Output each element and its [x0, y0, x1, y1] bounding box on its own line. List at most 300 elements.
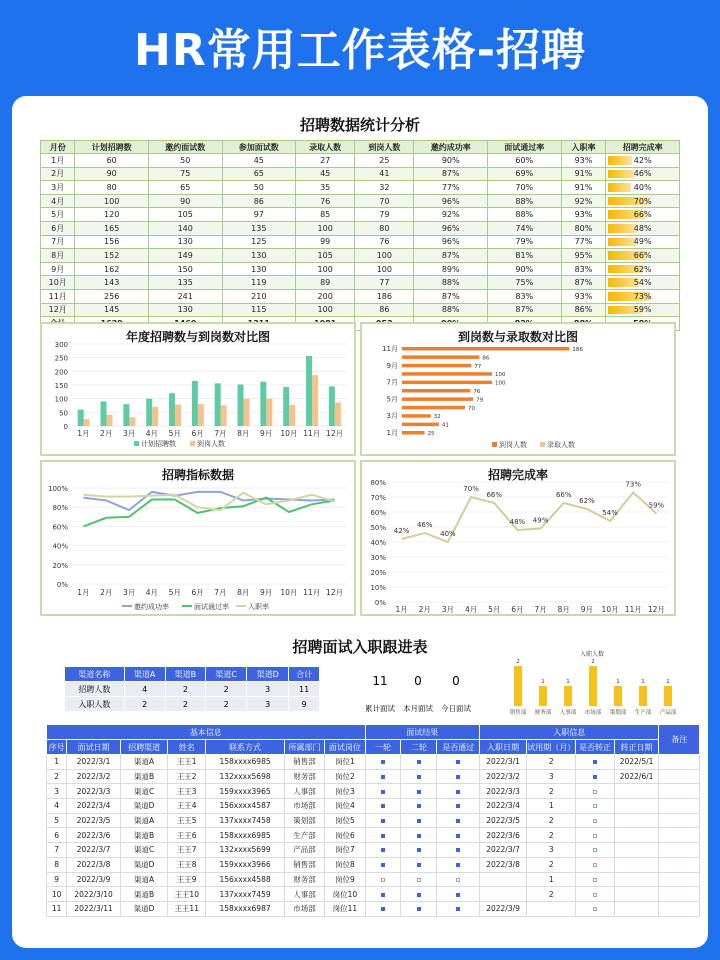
completion-cell — [606, 289, 680, 303]
track-header-11: 试用期（月） — [527, 740, 576, 755]
stats-cell: 9月 — [41, 262, 75, 276]
y-tick-label: 0% — [56, 581, 68, 589]
bar-plan — [169, 393, 175, 426]
track-header-9: 是否通过 — [437, 740, 480, 755]
stats-cell: 135 — [222, 221, 296, 235]
stats-cell: 87% — [414, 289, 488, 303]
table-row — [47, 784, 700, 799]
x-tick-label: 11月 — [303, 588, 321, 597]
completion-value: 46% — [633, 169, 652, 179]
bar-onboard — [614, 686, 622, 706]
stats-cell: 1月 — [41, 154, 75, 168]
track-cell: 2 — [527, 784, 576, 799]
checked-icon — [417, 760, 421, 764]
track-cell: 销售部 — [284, 857, 324, 872]
stats-header-1: 计划招聘数 — [75, 141, 149, 154]
status-cell — [401, 769, 437, 784]
data-label: 48% — [509, 518, 526, 526]
channel-row — [65, 682, 320, 697]
stats-cell: 99 — [296, 235, 355, 249]
stats-cell: 149 — [148, 249, 222, 263]
track-cell: 8 — [47, 857, 67, 872]
stats-cell: 152 — [75, 249, 149, 263]
bar-arrival — [152, 407, 158, 426]
track-cell: 王王11 — [168, 901, 206, 916]
bar-arrival — [402, 389, 470, 393]
stats-cell: 65 — [222, 167, 296, 181]
bar-arrival — [402, 355, 479, 359]
channel-header-5: 合计 — [289, 667, 320, 682]
y-tick-label: 100% — [47, 485, 68, 493]
status-cell — [401, 843, 437, 858]
channel-header-0: 渠道名称 — [65, 667, 125, 682]
track-cell — [614, 887, 659, 902]
track-cell: 销售部 — [284, 755, 324, 770]
stats-cell: 91% — [561, 181, 606, 195]
status-cell — [401, 784, 437, 799]
track-cell: 132xxxx5698 — [206, 769, 285, 784]
stats-cell: 5月 — [41, 208, 75, 222]
track-cell — [527, 901, 576, 916]
track-cell: 财务部 — [284, 872, 324, 887]
track-cell: 岗位3 — [325, 784, 365, 799]
sheet-paper — [12, 96, 708, 948]
track-cell: 2022/3/6 — [480, 828, 527, 843]
track-cell — [614, 901, 659, 916]
completion-value: 70% — [633, 196, 652, 206]
track-cell: 人事部 — [284, 887, 324, 902]
stats-cell: 74% — [487, 221, 561, 235]
stats-cell: 11月 — [41, 289, 75, 303]
bar-onboard — [539, 686, 547, 706]
stats-header-8: 入职率 — [561, 141, 606, 154]
stats-cell: 81% — [487, 249, 561, 263]
legend-arrival: 到岗人数 — [197, 440, 225, 448]
track-cell: 财务部 — [284, 769, 324, 784]
completion-cell — [606, 181, 680, 195]
bar-value-label: 186 — [572, 347, 583, 353]
kpi-today-label: 今日面试 — [441, 704, 471, 713]
stats-cell: 156 — [75, 235, 149, 249]
track-header-3: 姓名 — [168, 740, 206, 755]
table-row — [47, 887, 700, 902]
legend-arrival: 到岗人数 — [499, 441, 527, 449]
x-tick-label: 4月 — [145, 588, 159, 597]
stats-cell: 35 — [296, 181, 355, 195]
remark-cell — [659, 901, 700, 916]
remark-cell — [659, 872, 700, 887]
track-cell: 3 — [527, 843, 576, 858]
track-cell: 159xxxx3966 — [206, 857, 285, 872]
data-label: 46% — [416, 521, 433, 529]
stats-cell: 50 — [148, 154, 222, 168]
stats-cell: 88% — [414, 303, 488, 317]
status-cell — [401, 887, 437, 902]
status-cell — [576, 828, 614, 843]
stats-cell: 87% — [414, 167, 488, 181]
x-tick-label: 产品部 — [659, 710, 677, 716]
channel-cell: 2 — [206, 682, 247, 697]
bar-arrival — [244, 399, 250, 426]
y-tick-label: 9月 — [386, 361, 398, 370]
stats-cell: 130 — [148, 235, 222, 249]
x-tick-label: 3月 — [122, 588, 136, 597]
bar-value-label: 32 — [433, 414, 441, 421]
channel-cell: 入职人数 — [65, 697, 125, 712]
stats-cell: 4月 — [41, 194, 75, 208]
checked-icon — [456, 790, 460, 794]
stats-cell: 130 — [222, 262, 296, 276]
checked-icon — [417, 790, 421, 794]
stats-cell: 130 — [148, 303, 222, 317]
bar-arrival — [402, 414, 431, 418]
channel-cell: 2 — [124, 697, 165, 712]
track-cell: 岗位11 — [325, 901, 365, 916]
x-tick-label: 1月 — [77, 588, 90, 597]
y-tick-label: 60% — [370, 509, 386, 517]
data-label: 54% — [602, 509, 618, 517]
track-cell: 王王7 — [168, 843, 206, 858]
stats-cell: 70 — [355, 194, 414, 208]
unchecked-icon — [593, 790, 597, 794]
stats-cell: 27 — [296, 154, 355, 168]
stats-title: 招聘数据统计分析 — [299, 116, 420, 134]
legend-hired: 录取人数 — [547, 441, 575, 449]
bar-onboard — [664, 686, 672, 706]
track-cell: 2022/3/8 — [480, 857, 527, 872]
status-cell — [365, 872, 401, 887]
x-tick-label: 9月 — [580, 605, 594, 614]
stats-cell: 3月 — [41, 181, 75, 195]
completion-value: 49% — [633, 237, 652, 247]
stats-cell: 90 — [75, 167, 149, 181]
channel-header-1: 渠道A — [124, 667, 165, 682]
bar-arrival — [402, 406, 465, 410]
stats-cell: 100 — [296, 262, 355, 276]
stats-cell: 96% — [414, 221, 488, 235]
bar-onboard — [639, 686, 647, 706]
stats-row — [41, 235, 680, 249]
checked-icon — [381, 775, 385, 779]
y-tick-label: 3月 — [386, 412, 398, 421]
completion-value: 66% — [633, 250, 652, 260]
stats-row — [41, 249, 680, 263]
bar-value-label: 2 — [591, 659, 595, 665]
chart-indicator-panel — [40, 460, 356, 616]
stats-cell: 95% — [561, 249, 606, 263]
chart-indicator-title: 招聘指标数据 — [161, 468, 234, 482]
bar-value-label: 1 — [641, 679, 645, 685]
x-tick-label: 财务部 — [534, 710, 552, 716]
stats-cell: 92% — [414, 208, 488, 222]
completion-value: 59% — [633, 305, 652, 315]
status-cell — [437, 828, 480, 843]
completion-value: 62% — [633, 264, 652, 274]
track-cell: 2022/3/7 — [67, 843, 121, 858]
kpi-month-label: 本月面试 — [403, 704, 433, 713]
y-tick-label: 1月 — [386, 429, 398, 437]
completion-value: 66% — [633, 210, 652, 220]
stats-header-2: 邀约面试数 — [148, 141, 222, 154]
stats-cell: 93% — [561, 154, 606, 168]
bar-arrival — [221, 405, 227, 426]
track-header-8: 二轮 — [401, 740, 437, 755]
data-label: 66% — [555, 491, 572, 499]
stats-header-3: 参加面试数 — [222, 141, 296, 154]
bar-arrival — [402, 381, 492, 385]
unchecked-icon — [593, 819, 597, 823]
unchecked-icon — [593, 907, 597, 911]
track-cell: 4 — [47, 799, 67, 814]
chart-completion-panel — [360, 460, 676, 616]
remark-cell — [659, 828, 700, 843]
data-label: 73% — [625, 480, 642, 489]
status-cell — [576, 813, 614, 828]
track-cell: 渠道B — [121, 828, 168, 843]
track-cell: 2022/3/11 — [67, 901, 121, 916]
stats-cell: 100 — [355, 249, 414, 263]
legend-plan: 计划招聘数 — [141, 440, 176, 448]
bar-arrival — [198, 404, 204, 426]
track-header-13: 转正日期 — [614, 740, 659, 755]
track-cell: 2 — [527, 857, 576, 872]
track-cell: 2022/3/3 — [480, 784, 527, 799]
y-tick-label: 11月 — [382, 345, 398, 353]
bar-plan — [215, 383, 221, 426]
chart-arrival-title: 到岗数与录取数对比图 — [457, 330, 578, 344]
bar-value-label: 77 — [474, 363, 482, 370]
y-tick-label: 300 — [54, 341, 68, 349]
checked-icon — [456, 893, 460, 897]
stats-cell: 70% — [487, 181, 561, 195]
track-cell: 10 — [47, 887, 67, 902]
stats-cell: 93% — [561, 208, 606, 222]
legend-label: 面试通过率 — [194, 603, 229, 611]
stats-cell: 90% — [414, 154, 488, 168]
completion-bar — [608, 170, 634, 179]
bar-plan — [283, 387, 289, 426]
bar-arrival — [312, 375, 318, 426]
checked-icon — [381, 804, 385, 808]
track-cell: 渠道D — [121, 799, 168, 814]
x-tick-label: 9月 — [259, 588, 273, 597]
stats-cell: 45 — [222, 154, 296, 168]
stats-row — [41, 276, 680, 290]
y-tick-label: 7月 — [386, 378, 398, 387]
completion-cell — [606, 249, 680, 263]
x-tick-label: 7月 — [534, 605, 547, 614]
x-tick-label: 2月 — [100, 429, 113, 438]
x-tick-label: 12月 — [326, 429, 344, 438]
checked-icon — [417, 848, 421, 852]
checked-icon — [381, 863, 385, 867]
status-cell — [401, 813, 437, 828]
page-title: HR常用工作表格-招聘 — [134, 25, 586, 76]
track-cell: 2022/3/7 — [480, 843, 527, 858]
track-header-6: 面试岗位 — [325, 740, 365, 755]
track-cell: 王王2 — [168, 769, 206, 784]
track-cell — [614, 857, 659, 872]
track-cell — [614, 843, 659, 858]
channel-row — [65, 697, 320, 712]
stats-cell: 130 — [222, 249, 296, 263]
stats-cell: 200 — [296, 289, 355, 303]
track-cell: 策划部 — [284, 813, 324, 828]
completion-value: 40% — [633, 182, 652, 192]
status-cell — [401, 828, 437, 843]
status-cell — [365, 901, 401, 916]
x-tick-label: 市场部 — [584, 710, 602, 716]
track-header-7: 一轮 — [365, 740, 401, 755]
bar-plan — [306, 356, 312, 426]
channel-cell: 2 — [206, 697, 247, 712]
status-cell — [401, 755, 437, 770]
completion-cell — [606, 262, 680, 276]
track-cell: 156xxxx4587 — [206, 799, 285, 814]
stats-cell: 92% — [561, 194, 606, 208]
x-tick-label: 12月 — [647, 605, 665, 614]
track-header-4: 联系方式 — [206, 740, 285, 755]
stats-cell: 80 — [355, 221, 414, 235]
track-cell: 岗位5 — [325, 813, 365, 828]
remark-cell — [659, 887, 700, 902]
chart-indicator-svg — [42, 462, 354, 614]
checked-icon — [456, 775, 460, 779]
track-cell: 2022/3/5 — [480, 813, 527, 828]
stats-cell: 120 — [75, 208, 149, 222]
track-cell: 人事部 — [284, 784, 324, 799]
group-onboard-info: 入职信息 — [480, 725, 659, 740]
track-header-1: 面试日期 — [67, 740, 121, 755]
completion-bar — [608, 183, 631, 192]
bar-value-label: 1 — [566, 679, 570, 685]
track-header-0: 序号 — [47, 740, 67, 755]
completion-value: 73% — [633, 291, 652, 301]
series-line — [83, 498, 334, 527]
x-tick-label: 12月 — [326, 588, 344, 597]
y-tick-label: 200 — [54, 368, 68, 377]
track-cell: 王王1 — [168, 755, 206, 770]
y-tick-label: 60% — [52, 523, 68, 532]
stats-cell: 91% — [561, 167, 606, 181]
status-cell — [437, 887, 480, 902]
x-tick-label: 3月 — [122, 429, 136, 438]
stats-cell: 115 — [222, 303, 296, 317]
x-tick-label: 8月 — [557, 605, 570, 614]
completion-cell — [606, 276, 680, 290]
remark-cell — [659, 784, 700, 799]
x-tick-label: 4月 — [145, 429, 159, 438]
table-row — [47, 857, 700, 872]
bar-plan — [192, 381, 198, 426]
stats-cell: 8月 — [41, 249, 75, 263]
status-cell — [365, 857, 401, 872]
bar-arrival — [289, 405, 295, 426]
track-cell: 9 — [47, 872, 67, 887]
stats-cell: 86 — [355, 303, 414, 317]
track-cell: 市场部 — [284, 901, 324, 916]
data-label: 66% — [486, 491, 503, 499]
unchecked-icon — [456, 878, 460, 882]
track-cell — [614, 813, 659, 828]
status-cell — [365, 887, 401, 902]
kpi-month-value: 0 — [414, 674, 422, 688]
stats-cell: 79 — [355, 208, 414, 222]
data-label: 49% — [532, 516, 549, 525]
track-cell: 1 — [47, 755, 67, 770]
stats-cell: 75% — [487, 276, 561, 290]
bar-onboard — [564, 686, 572, 706]
checked-icon — [456, 819, 460, 823]
checked-icon — [456, 863, 460, 867]
y-tick-label: 20% — [370, 569, 386, 577]
completion-value: 48% — [633, 223, 652, 233]
stats-cell: 100 — [75, 194, 149, 208]
completion-bar — [608, 156, 632, 165]
track-cell: 2022/3/8 — [67, 857, 121, 872]
checked-icon — [381, 893, 385, 897]
stats-cell: 76 — [355, 235, 414, 249]
bar-value-label: 1 — [666, 679, 670, 685]
stats-cell: 60 — [75, 154, 149, 168]
checked-icon — [417, 893, 421, 897]
stats-cell: 83% — [561, 262, 606, 276]
stats-cell: 90 — [148, 194, 222, 208]
checked-icon — [381, 760, 385, 764]
channel-header-2: 渠道B — [165, 667, 206, 682]
stats-row — [41, 262, 680, 276]
data-label: 40% — [440, 530, 456, 538]
status-cell — [365, 755, 401, 770]
track-cell — [480, 887, 527, 902]
status-cell — [437, 901, 480, 916]
status-cell — [576, 872, 614, 887]
x-tick-label: 10月 — [280, 588, 298, 597]
track-cell: 王王4 — [168, 799, 206, 814]
track-cell: 7 — [47, 843, 67, 858]
table-row — [47, 843, 700, 858]
x-tick-label: 销售部 — [509, 710, 527, 716]
stats-cell: 10月 — [41, 276, 75, 290]
stats-cell: 162 — [75, 262, 149, 276]
status-cell — [365, 784, 401, 799]
status-cell — [437, 843, 480, 858]
stats-row — [41, 289, 680, 303]
track-cell: 3 — [527, 769, 576, 784]
bar-arrival — [402, 431, 425, 435]
stats-header-9: 招聘完成率 — [606, 141, 680, 154]
channel-cell: 4 — [124, 682, 165, 697]
chart-completion-svg — [362, 462, 674, 614]
track-cell: 渠道C — [121, 843, 168, 858]
stats-cell: 41 — [355, 167, 414, 181]
bar-arrival — [402, 423, 439, 427]
track-cell: 158xxxx6985 — [206, 828, 285, 843]
stats-cell: 186 — [355, 289, 414, 303]
table-row — [47, 799, 700, 814]
table-row — [47, 769, 700, 784]
track-cell: 1 — [527, 799, 576, 814]
unchecked-icon — [593, 878, 597, 882]
kpi-today-value: 0 — [452, 674, 460, 688]
y-tick-label: 50% — [370, 524, 386, 532]
stats-header-5: 到岗人数 — [355, 141, 414, 154]
chart-completion-title: 招聘完成率 — [487, 468, 548, 482]
unchecked-icon — [593, 834, 597, 838]
track-cell: 2 — [527, 887, 576, 902]
status-cell — [576, 901, 614, 916]
channel-table — [64, 666, 320, 712]
